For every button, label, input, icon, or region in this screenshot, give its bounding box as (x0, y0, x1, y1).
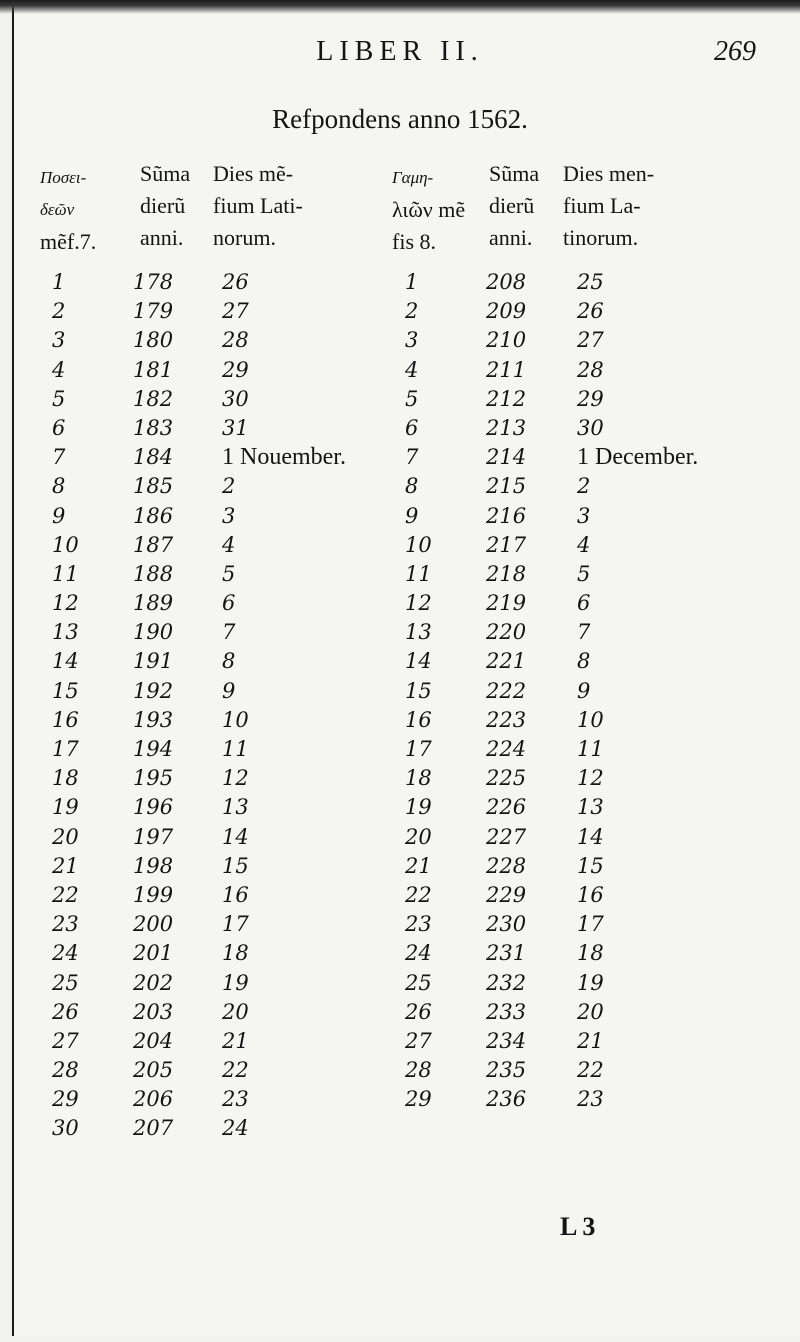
day-number-cell: 27 (405, 1028, 432, 1053)
day-number-cell: 24 (405, 941, 432, 966)
latin-day-cell: 14 (222, 824, 249, 849)
sum-cell: 228 (486, 853, 527, 878)
sum-cell: 204 (133, 1028, 174, 1053)
day-number-cell: 29 (52, 1087, 79, 1112)
sum-cell: 188 (133, 561, 174, 586)
left-heading-line: Dies mẽ- (213, 161, 294, 186)
day-number-cell: 6 (52, 415, 66, 440)
sum-cell: 215 (486, 474, 527, 499)
page-number: 269 (714, 36, 756, 67)
sum-cell: 199 (133, 882, 174, 907)
left-day-column (52, 268, 79, 1144)
sum-cell: 229 (486, 882, 527, 907)
sum-cell: 183 (133, 415, 174, 440)
latin-day-cell: 31 (222, 415, 249, 440)
latin-day-cell: 2 (577, 474, 591, 499)
latin-day-cell: 27 (222, 299, 249, 324)
sum-cell: 202 (133, 970, 174, 995)
sum-cell: 221 (486, 649, 527, 674)
latin-day-cell: 15 (577, 853, 604, 878)
latin-day-cell: 28 (222, 328, 249, 353)
sum-cell: 233 (486, 999, 527, 1024)
left-heading-line: mẽf.7. (40, 229, 97, 254)
right-heading-sum (489, 158, 539, 254)
right-heading-line: Γαμη- (392, 168, 434, 187)
day-number-cell: 18 (52, 766, 79, 791)
sum-cell: 211 (486, 357, 527, 382)
day-number-cell: 13 (52, 620, 79, 645)
latin-day-cell: 13 (222, 795, 249, 820)
sum-cell: 190 (133, 620, 174, 645)
latin-day-cell: 23 (577, 1087, 604, 1112)
latin-day-cell: 1 Nouember. (222, 444, 346, 471)
day-number-cell: 8 (405, 474, 419, 499)
right-heading-line: λιῶν mẽ (392, 197, 466, 222)
left-sum-column (133, 268, 173, 1144)
day-number-cell: 12 (52, 591, 79, 616)
sum-cell: 227 (486, 824, 527, 849)
sum-cell: 185 (133, 474, 174, 499)
sum-cell: 214 (486, 445, 527, 470)
latin-day-cell: 22 (222, 1058, 249, 1083)
sum-cell: 205 (133, 1058, 174, 1083)
latin-day-cell: 10 (222, 707, 249, 732)
day-number-cell: 16 (405, 707, 432, 732)
day-number-cell: 18 (405, 766, 432, 791)
latin-day-cell: 19 (577, 970, 604, 995)
day-number-cell: 22 (52, 882, 79, 907)
latin-day-cell: 26 (222, 270, 249, 294)
day-number-cell: 17 (52, 737, 79, 761)
day-number-cell: 9 (405, 503, 419, 528)
day-number-cell: 5 (52, 386, 66, 411)
sum-cell: 236 (486, 1087, 527, 1112)
sum-cell: 186 (133, 503, 174, 528)
sum-cell: 191 (133, 649, 174, 674)
sum-cell: 207 (133, 1116, 174, 1141)
right-sum-column (486, 268, 526, 1114)
day-number-cell: 22 (405, 882, 432, 907)
latin-day-cell: 8 (222, 649, 236, 674)
right-day-column (405, 268, 432, 1114)
right-heading-month (392, 162, 465, 258)
page-shadow-edge (0, 0, 800, 14)
latin-day-cell: 3 (577, 503, 591, 528)
latin-day-cell: 26 (577, 299, 604, 324)
sum-cell: 181 (133, 357, 174, 382)
latin-day-cell: 29 (222, 357, 249, 382)
day-number-cell: 4 (405, 357, 419, 382)
sum-cell: 195 (133, 766, 174, 791)
latin-day-cell: 22 (577, 1058, 604, 1083)
day-number-cell: 30 (52, 1116, 79, 1141)
latin-day-cell: 30 (577, 415, 604, 440)
day-number-cell: 7 (52, 445, 66, 470)
latin-day-cell: 20 (222, 999, 249, 1024)
day-number-cell: 19 (52, 795, 79, 820)
latin-day-cell: 19 (222, 970, 249, 995)
latin-day-cell: 4 (222, 532, 236, 557)
day-number-cell: 3 (405, 328, 419, 353)
latin-day-cell: 4 (577, 532, 591, 557)
latin-day-cell: 1 December. (577, 444, 699, 471)
sum-cell: 201 (133, 941, 174, 966)
latin-day-cell: 16 (577, 882, 604, 907)
sum-cell: 198 (133, 853, 174, 878)
left-heading-line: Ποσει- (40, 168, 87, 187)
latin-day-cell: 3 (222, 503, 236, 528)
right-heading-line: dierũ (489, 193, 535, 218)
sum-cell: 216 (486, 503, 527, 528)
day-number-cell: 14 (52, 649, 79, 674)
sum-cell: 223 (486, 707, 527, 732)
sum-cell: 193 (133, 707, 174, 732)
day-number-cell: 24 (52, 941, 79, 966)
sum-cell: 197 (133, 824, 174, 849)
day-number-cell: 26 (405, 999, 432, 1024)
sum-cell: 218 (486, 561, 527, 586)
signature-mark: L 3 (560, 1212, 596, 1241)
day-number-cell: 3 (52, 328, 66, 353)
latin-day-cell: 13 (577, 795, 604, 820)
sum-cell: 206 (133, 1087, 174, 1112)
right-heading-line: Sũma (489, 161, 540, 186)
latin-day-cell: 6 (577, 591, 591, 616)
day-number-cell: 21 (405, 853, 432, 878)
latin-day-cell: 9 (222, 678, 236, 703)
sum-cell: 231 (486, 941, 527, 966)
sum-cell: 217 (486, 532, 527, 557)
right-heading-line: anni. (489, 225, 533, 250)
day-number-cell: 10 (52, 532, 79, 557)
day-number-cell: 28 (52, 1058, 79, 1083)
day-number-cell: 11 (52, 561, 79, 586)
day-number-cell: 20 (405, 824, 432, 849)
day-number-cell: 9 (52, 503, 66, 528)
latin-day-cell: 21 (222, 1028, 249, 1053)
sum-cell: 178 (133, 270, 174, 294)
running-head: LIBER II. (316, 36, 484, 67)
day-number-cell: 4 (52, 357, 66, 382)
latin-day-cell: 16 (222, 882, 249, 907)
day-number-cell: 25 (405, 970, 432, 995)
day-number-cell: 13 (405, 620, 432, 645)
day-number-cell: 1 (52, 270, 66, 294)
latin-day-cell: 14 (577, 824, 604, 849)
latin-day-cell: 2 (222, 474, 236, 499)
left-heading-month (40, 162, 96, 258)
latin-day-cell: 29 (577, 386, 604, 411)
latin-day-cell: 12 (222, 766, 249, 791)
sum-cell: 210 (486, 328, 527, 353)
sum-cell: 187 (133, 532, 174, 557)
day-number-cell: 25 (52, 970, 79, 995)
left-heading-line: anni. (140, 225, 184, 250)
left-latin-column (222, 268, 346, 1144)
latin-day-cell: 25 (577, 270, 604, 294)
day-number-cell: 26 (52, 999, 79, 1024)
latin-day-cell: 20 (577, 999, 604, 1024)
right-latin-column (577, 268, 698, 1114)
day-number-cell: 15 (405, 678, 432, 703)
day-number-cell: 6 (405, 415, 419, 440)
day-number-cell: 23 (405, 912, 432, 937)
right-heading-line: fis 8. (392, 229, 436, 254)
latin-day-cell: 27 (577, 328, 604, 353)
latin-day-cell: 17 (222, 912, 249, 937)
sum-cell: 234 (486, 1028, 527, 1053)
day-number-cell: 20 (52, 824, 79, 849)
sum-cell: 220 (486, 620, 527, 645)
latin-day-cell: 8 (577, 649, 591, 674)
right-heading-line: Dies men- (563, 161, 655, 186)
sum-cell: 222 (486, 678, 527, 703)
latin-day-cell: 10 (577, 707, 604, 732)
right-heading-line: fium La- (563, 193, 641, 218)
latin-day-cell: 7 (222, 620, 236, 645)
day-number-cell: 17 (405, 737, 432, 761)
latin-day-cell: 18 (577, 941, 604, 966)
day-number-cell: 11 (405, 561, 432, 586)
sum-cell: 189 (133, 591, 174, 616)
sum-cell: 230 (486, 912, 527, 937)
day-number-cell: 2 (52, 299, 66, 324)
day-number-cell: 29 (405, 1087, 432, 1112)
sum-cell: 192 (133, 678, 174, 703)
sum-cell: 213 (486, 415, 527, 440)
left-heading-line: δεῶν (40, 200, 75, 219)
sum-cell: 224 (486, 737, 527, 761)
left-heading-line: dierũ (140, 193, 186, 218)
latin-day-cell: 17 (577, 912, 604, 937)
day-number-cell: 7 (405, 445, 419, 470)
table-subtitle: Refpondens anno 1562. (272, 104, 528, 134)
latin-day-cell: 11 (577, 737, 604, 761)
day-number-cell: 16 (52, 707, 79, 732)
day-number-cell: 21 (52, 853, 79, 878)
sum-cell: 226 (486, 795, 527, 820)
sum-cell: 235 (486, 1058, 527, 1083)
day-number-cell: 28 (405, 1058, 432, 1083)
latin-day-cell: 5 (577, 561, 591, 586)
day-number-cell: 1 (405, 270, 419, 294)
left-heading-line: fium Lati- (213, 193, 303, 218)
latin-day-cell: 5 (222, 561, 236, 586)
left-heading-line: Sũma (140, 161, 191, 186)
sum-cell: 208 (486, 270, 527, 294)
left-heading-latin (213, 158, 303, 254)
sum-cell: 209 (486, 299, 527, 324)
sum-cell: 184 (133, 445, 174, 470)
day-number-cell: 12 (405, 591, 432, 616)
latin-day-cell: 30 (222, 386, 249, 411)
latin-day-cell: 11 (222, 737, 249, 761)
latin-day-cell: 6 (222, 591, 236, 616)
latin-day-cell: 7 (577, 620, 591, 645)
day-number-cell: 27 (52, 1028, 79, 1053)
latin-day-cell: 18 (222, 941, 249, 966)
day-number-cell: 23 (52, 912, 79, 937)
latin-day-cell: 12 (577, 766, 604, 791)
latin-day-cell: 9 (577, 678, 591, 703)
sum-cell: 182 (133, 386, 174, 411)
day-number-cell: 19 (405, 795, 432, 820)
sum-cell: 180 (133, 328, 174, 353)
latin-day-cell: 15 (222, 853, 249, 878)
sum-cell: 219 (486, 591, 527, 616)
sum-cell: 196 (133, 795, 174, 820)
sum-cell: 212 (486, 386, 527, 411)
sum-cell: 225 (486, 766, 527, 791)
day-number-cell: 10 (405, 532, 432, 557)
sum-cell: 203 (133, 999, 174, 1024)
latin-day-cell: 28 (577, 357, 604, 382)
left-heading-sum (140, 158, 190, 254)
latin-day-cell: 23 (222, 1087, 249, 1112)
latin-day-cell: 21 (577, 1028, 604, 1053)
left-heading-line: norum. (213, 225, 276, 250)
latin-day-cell: 24 (222, 1116, 249, 1141)
sum-cell: 232 (486, 970, 527, 995)
sum-cell: 194 (133, 737, 174, 761)
day-number-cell: 5 (405, 386, 419, 411)
day-number-cell: 14 (405, 649, 432, 674)
right-heading-line: tinorum. (563, 225, 639, 250)
day-number-cell: 8 (52, 474, 66, 499)
right-heading-latin (563, 158, 654, 254)
sum-cell: 179 (133, 299, 174, 324)
day-number-cell: 2 (405, 299, 419, 324)
sum-cell: 200 (133, 912, 174, 937)
day-number-cell: 15 (52, 678, 79, 703)
